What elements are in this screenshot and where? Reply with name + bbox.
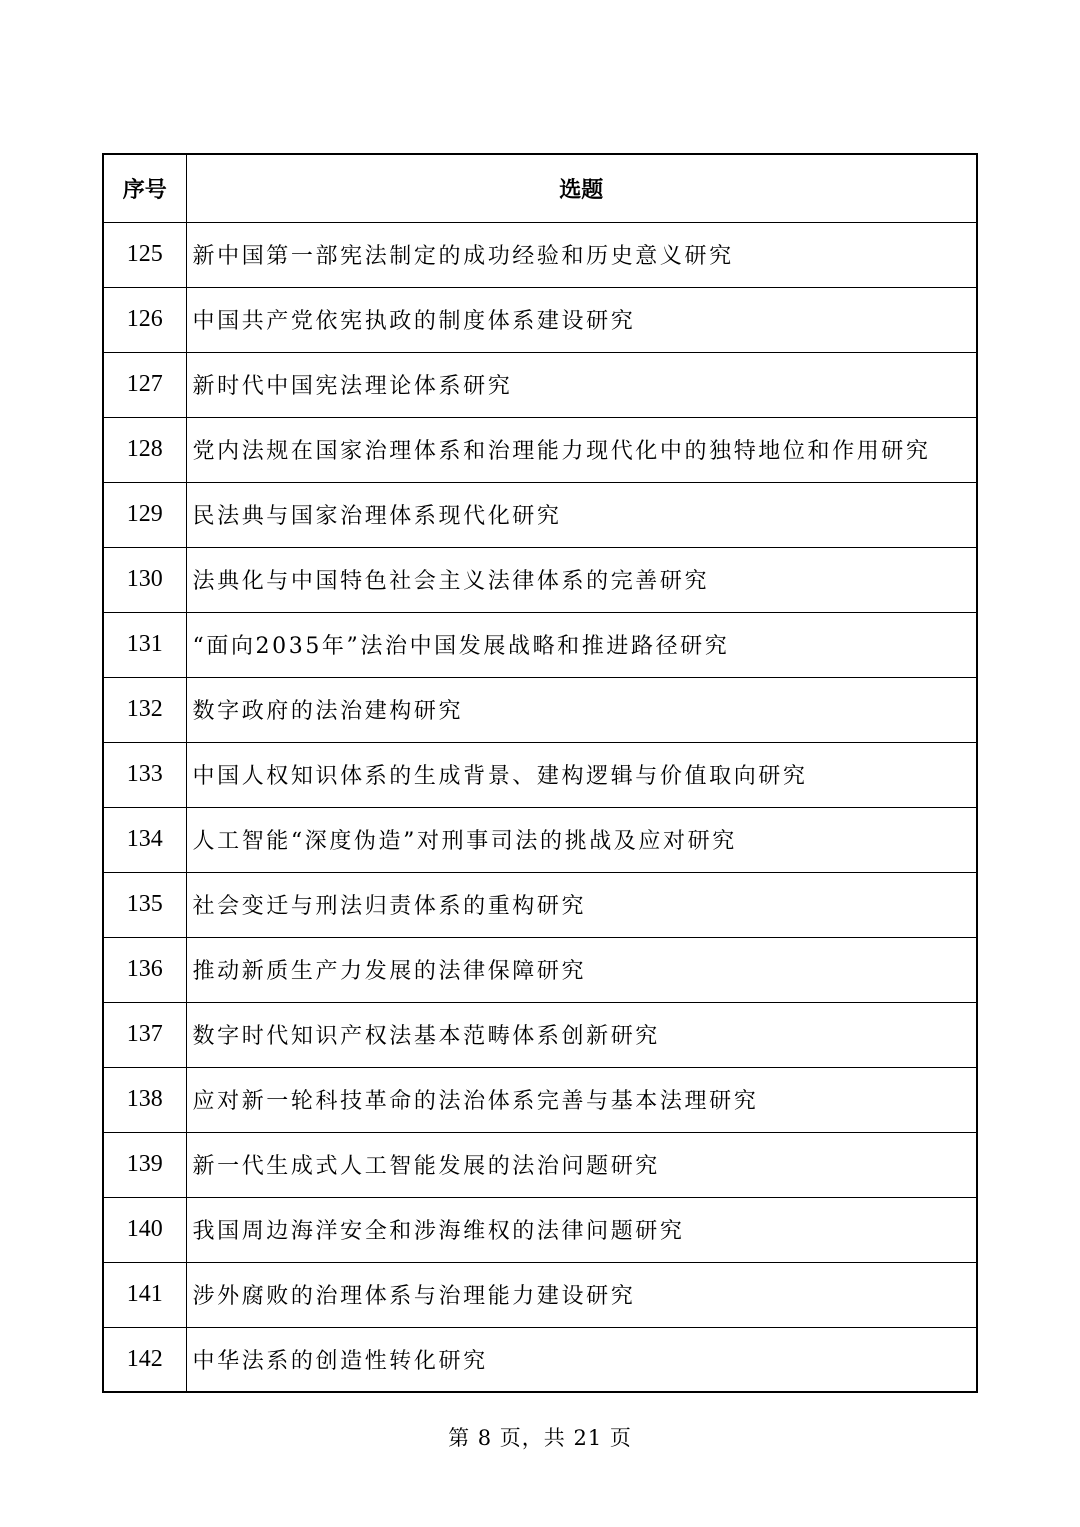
table-row (103, 1002, 977, 1067)
row-topic: 数字政府的法治建构研究 (186, 677, 977, 742)
row-topic: 新时代中国宪法理论体系研究 (186, 352, 977, 417)
table-row (103, 1327, 977, 1392)
table-row (103, 1132, 977, 1197)
header-topic: 选题 (186, 154, 977, 222)
table-row (103, 1197, 977, 1262)
table-row (103, 417, 977, 482)
row-number: 139 (103, 1132, 186, 1197)
row-number: 130 (103, 547, 186, 612)
table-row (103, 222, 977, 287)
row-number: 141 (103, 1262, 186, 1327)
table-row (103, 482, 977, 547)
topics-table (102, 153, 978, 1393)
row-number: 137 (103, 1002, 186, 1067)
row-number: 127 (103, 352, 186, 417)
table-row (103, 872, 977, 937)
row-number: 132 (103, 677, 186, 742)
row-number: 125 (103, 222, 186, 287)
row-topic: 推动新质生产力发展的法律保障研究 (186, 937, 977, 1002)
row-topic: 我国周边海洋安全和涉海维权的法律问题研究 (186, 1197, 977, 1262)
row-topic: 中华法系的创造性转化研究 (186, 1327, 977, 1392)
row-number: 135 (103, 872, 186, 937)
row-number: 142 (103, 1327, 186, 1392)
row-number: 134 (103, 807, 186, 872)
row-topic: 数字时代知识产权法基本范畴体系创新研究 (186, 1002, 977, 1067)
row-number: 138 (103, 1067, 186, 1132)
row-number: 128 (103, 417, 186, 482)
row-number: 131 (103, 612, 186, 677)
row-topic: 民法典与国家治理体系现代化研究 (186, 482, 977, 547)
page-footer: 第 8 页，共 21 页 (448, 1426, 632, 1450)
table-row (103, 742, 977, 807)
row-number: 140 (103, 1197, 186, 1262)
row-number: 136 (103, 937, 186, 1002)
row-topic: 新一代生成式人工智能发展的法治问题研究 (186, 1132, 977, 1197)
row-topic: 中国人权知识体系的生成背景、建构逻辑与价值取向研究 (186, 742, 977, 807)
row-topic: 党内法规在国家治理体系和治理能力现代化中的独特地位和作用研究 (186, 417, 977, 482)
table-row (103, 807, 977, 872)
table-row (103, 1067, 977, 1132)
table-row (103, 677, 977, 742)
row-topic: 应对新一轮科技革命的法治体系完善与基本法理研究 (186, 1067, 977, 1132)
row-topic: 社会变迁与刑法归责体系的重构研究 (186, 872, 977, 937)
row-topic: 法典化与中国特色社会主义法律体系的完善研究 (186, 547, 977, 612)
header-number: 序号 (103, 154, 186, 222)
row-topic: 中国共产党依宪执政的制度体系建设研究 (186, 287, 977, 352)
table-row (103, 547, 977, 612)
row-number: 129 (103, 482, 186, 547)
table-row (103, 612, 977, 677)
row-number: 133 (103, 742, 186, 807)
table-row (103, 937, 977, 1002)
table-row (103, 1262, 977, 1327)
table-row (103, 287, 977, 352)
row-topic: 新中国第一部宪法制定的成功经验和历史意义研究 (186, 222, 977, 287)
table-header-row (103, 154, 977, 222)
row-topic: 涉外腐败的治理体系与治理能力建设研究 (186, 1262, 977, 1327)
row-number: 126 (103, 287, 186, 352)
row-topic: 人工智能“深度伪造”对刑事司法的挑战及应对研究 (186, 807, 977, 872)
table-row (103, 352, 977, 417)
row-topic: “面向2035年”法治中国发展战略和推进路径研究 (186, 612, 977, 677)
